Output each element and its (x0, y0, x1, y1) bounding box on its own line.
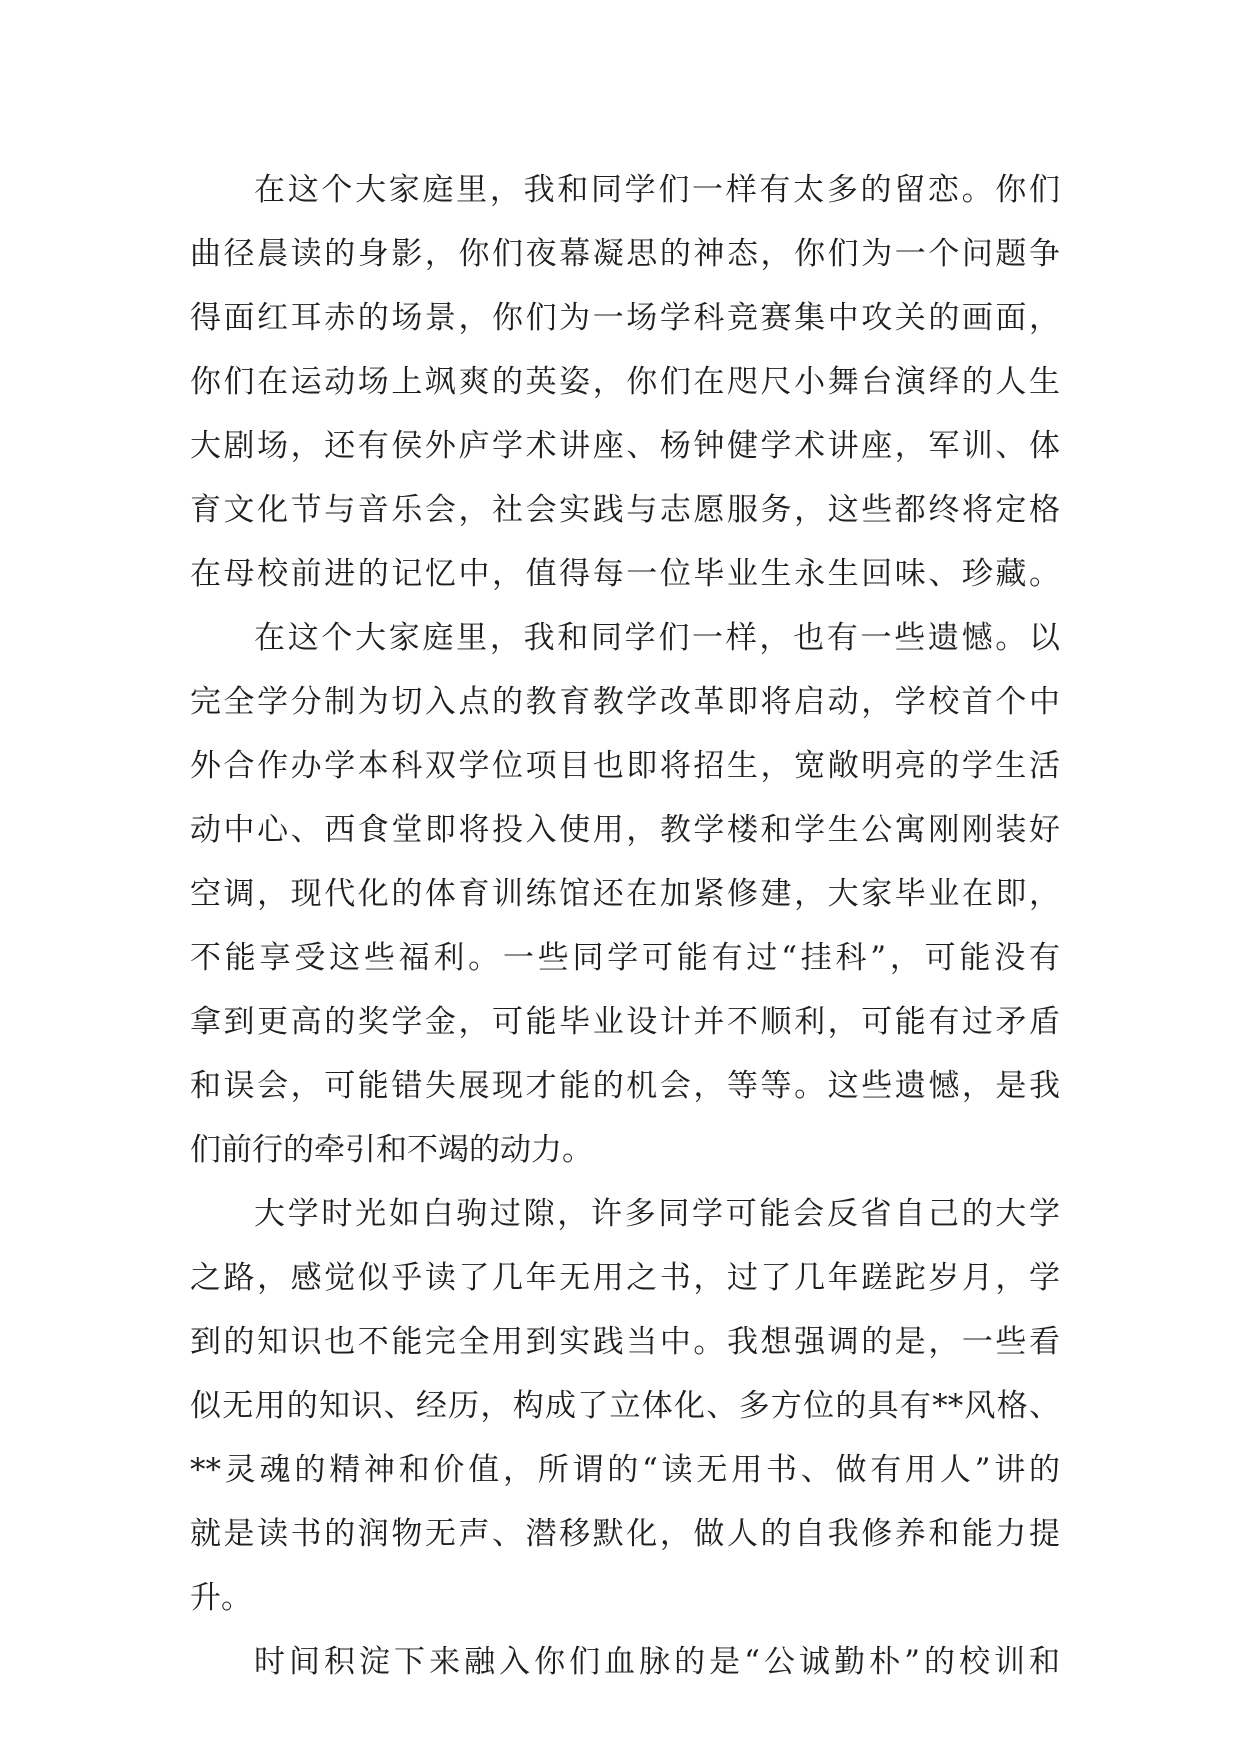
paragraph-1 (190, 158, 1060, 606)
text-line: 似无用的知识、经历，构成了立体化、多方位的具有**风格、 (190, 1388, 1060, 1424)
text-line: 完全学分制为切入点的教育教学改革即将启动，学校首个中 (190, 684, 1060, 720)
text-line: 在这个大家庭里，我和同学们一样有太多的留恋。你们 (254, 172, 1060, 208)
text-line: 外合作办学本科双学位项目也即将招生，宽敞明亮的学生活 (190, 748, 1060, 784)
text-line: 曲径晨读的身影，你们夜幕凝思的神态，你们为一个问题争 (190, 236, 1060, 272)
text-line: 升。 (190, 1580, 252, 1616)
body-text (190, 158, 1060, 1694)
paragraph-4 (190, 1630, 1060, 1694)
text-line: 时间积淀下来融入你们血脉的是“公诚勤朴”的校训和 (254, 1644, 1060, 1680)
text-line: 就是读书的润物无声、潜移默化，做人的自我修养和能力提 (190, 1516, 1060, 1552)
text-line: 大剧场，还有侯外庐学术讲座、杨钟健学术讲座，军训、体 (190, 428, 1060, 464)
text-line: **灵魂的精神和价值，所谓的“读无用书、做有用人”讲的 (190, 1452, 1060, 1488)
text-line: 在这个大家庭里，我和同学们一样，也有一些遗憾。以 (254, 620, 1060, 656)
text-line: 到的知识也不能完全用到实践当中。我想强调的是，一些看 (190, 1324, 1060, 1360)
text-line: 大学时光如白驹过隙，许多同学可能会反省自己的大学 (254, 1196, 1060, 1232)
text-line: 在母校前进的记忆中，值得每一位毕业生永生回味、珍藏。 (190, 556, 1060, 592)
paragraph-2 (190, 606, 1060, 1182)
text-line: 和误会，可能错失展现才能的机会，等等。这些遗憾，是我 (190, 1068, 1060, 1104)
text-line: 动中心、西食堂即将投入使用，教学楼和学生公寓刚刚装好 (190, 812, 1060, 848)
text-line: 拿到更高的奖学金，可能毕业设计并不顺利，可能有过矛盾 (190, 1004, 1060, 1040)
text-line: 不能享受这些福利。一些同学可能有过“挂科”，可能没有 (190, 940, 1060, 976)
text-line: 育文化节与音乐会，社会实践与志愿服务，这些都终将定格 (190, 492, 1060, 528)
paragraph-3 (190, 1182, 1060, 1630)
text-line: 之路，感觉似乎读了几年无用之书，过了几年蹉跎岁月，学 (190, 1260, 1060, 1296)
text-line: 们前行的牵引和不竭的动力。 (190, 1132, 593, 1168)
text-line: 得面红耳赤的场景，你们为一场学科竞赛集中攻关的画面， (190, 300, 1060, 336)
text-line: 你们在运动场上飒爽的英姿，你们在咫尺小舞台演绎的人生 (190, 364, 1060, 400)
text-line: 空调，现代化的体育训练馆还在加紧修建，大家毕业在即， (190, 876, 1060, 912)
